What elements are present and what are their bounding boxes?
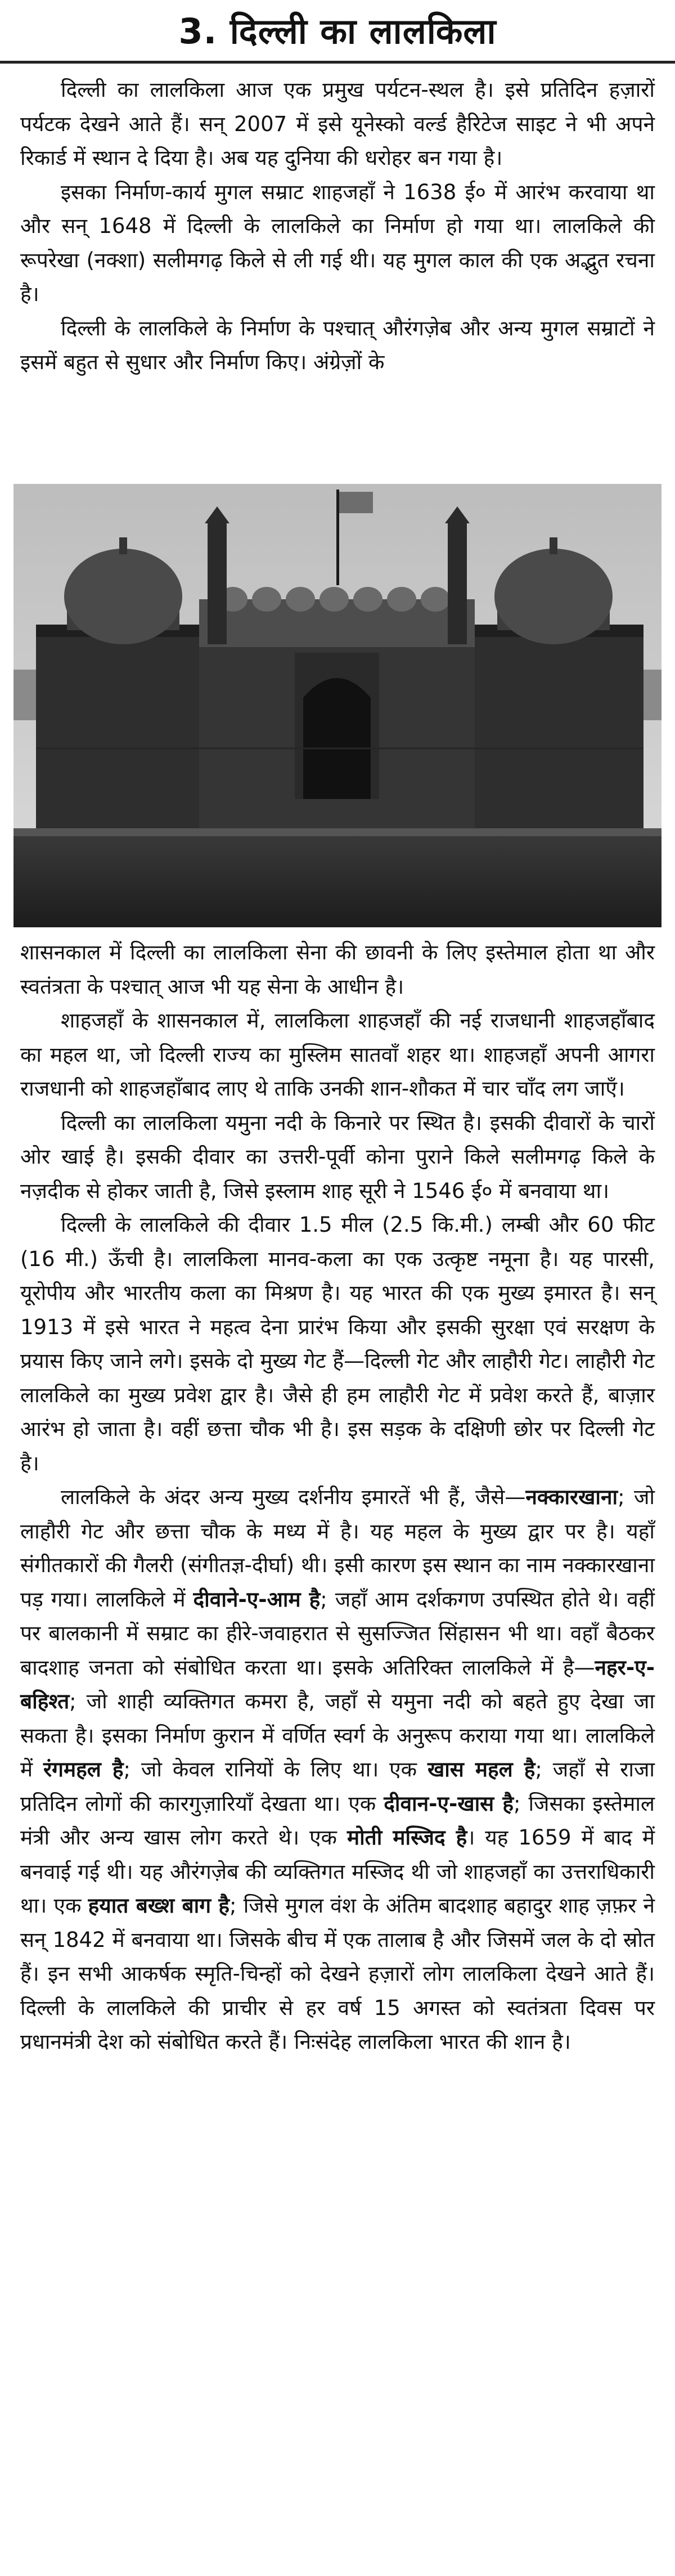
title-bar [0, 0, 675, 64]
text-run: ; जिसे मुगल वंश के अंतिम बादशाह बहादुर शाह ज़फ़र ने सन् 1842 में बनवाया था। जिसके बीच में एक तालाब है और जिसमें जल के दो स्रोत हैं। इन सभी आकर्षक स्मृति-चिन्हों को देखने हज़ारों लोग लालकिला देखने आते हैं। दिल्ली के लालकिले की प्राचीर से हर वर्ष 15 अगस्त को स्वतंत्रता दिवस पर प्रधानमंत्री देश को संबोधित करते हैं। निःसंदेह लालकिला भारत की शान है। [20, 1893, 655, 2054]
paragraph: दिल्ली का लालकिला आज एक प्रमुख पर्यटन-स्थल है। इसे प्रतिदिन हज़ारों पर्यटक देखने आते हैं। सन् 2007 में इसे यूनेस्को वर्ल्ड हैरिटेज साइट ने भी अपने रिकार्ड में स्थान दे दिया है। अब यह दुनिया की धरोहर बन गया है। [20, 78, 655, 170]
paragraph: शाहजहाँ के शासनकाल में, लालकिला शाहजहाँ की नई राजधानी शाहजहाँबाद का महल था, जो दिल्ली राज्य का मुस्लिम सातवाँ शहर था। शाहजहाँ अपनी आगरा राजधानी को शाहजहाँबाद लाए थे ताकि उनकी शान-शौकत में चार चाँद लग जाएँ। [20, 1008, 655, 1101]
paragraph: शासनकाल में दिल्ली का लालकिला सेना की छावनी के लिए इस्तेमाल होता था और स्वतंत्रता के पश्चात् आज भी यह सेना के आधीन है। [20, 940, 655, 999]
highlight-naqqarkhana: नक्कारखाना [525, 1485, 618, 1509]
highlight-moti-masjid: मोती मस्जिद है [346, 1825, 467, 1850]
text-run: ; जो लाहौरी गेट और छत्ता चौक के मध्य में है। यह महल के मुख्य द्वार पर है। यहाँ संगीतकारों की गैलरी (संगीतज्ञ-दीर्घा) थी। इसी कारण इस स्थान का नाम नक्कारखाना पड़ गया। लालकिले में [20, 1485, 655, 1612]
red-fort-photo [14, 484, 662, 927]
highlight-nahar-e-behisht: नहर-ए-बहिश्त [20, 1655, 655, 1713]
text-run: लालकिले के अंदर अन्य मुख्य दर्शनीय इमारतें भी हैं, जैसे— [61, 1485, 526, 1509]
text-block-history [20, 936, 655, 2059]
paragraph: दिल्ली के लालकिले की दीवार 1.5 मील (2.5 कि.मी.) लम्बी और 60 फीट (16 मी.) ऊँची है। लालकिला मानव-कला का एक उत्कृष्ट नमूना है। यह पारसी, यूरोपीय और भारतीय कला का मिश्रण है। यह भारत की एक मुख्य इमारत है। सन् 1913 में इसे भारत ने महत्व देना प्रारंभ किया और इसकी सुरक्षा एवं सरक्षण के प्रयास किए जाने लगे। इसके दो मुख्य गेट हैं—दिल्ली गेट और लाहौरी गेट। लाहौरी गेट लालकिले का मुख्य प्रवेश द्वार है। जैसे ही हम लाहौरी गेट में प्रवेश करते हैं, बाज़ार आरंभ हो जाता है। वहीं छत्ता चौक भी है। इस सड़क के दक्षिणी छोर पर दिल्ली गेट है। [20, 1213, 655, 1475]
paragraph: दिल्ली का लालकिला यमुना नदी के किनारे पर स्थित है। इसकी दीवारों के चारों ओर खाई है। इसकी दीवार का उत्तरी-पूर्वी कोना पुराने किले सलीमगढ़ किले के नज़दीक से होकर जाती है, जिसे इस्लाम शाह सूरी ने 1546 ई० में बनवाया था। [20, 1110, 655, 1203]
text-run: ; जिसका इस्तेमाल मंत्री और अन्य खास लोग करते थे। एक [20, 1791, 655, 1850]
text-run: ; जहाँ से राजा प्रतिदिन लोगों की कारगुज़ारियाँ देखता था। एक [20, 1757, 655, 1816]
paragraph: इसका निर्माण-कार्य मुगल सम्राट शाहजहाँ ने 1638 ई० में आरंभ करवाया था और सन् 1648 में दिल्ली के लालकिले का निर्माण हो गया था। लालकिले की रूपरेखा (नक्शा) सलीमगढ़ किले से ली गई थी। यह मुगल काल की एक अद्भुत रचना है। [20, 179, 655, 306]
highlight-diwan-e-aam: दीवाने-ए-आम है [193, 1587, 321, 1612]
text-run: ; जो शाही व्यक्तिगत कमरा है, जहाँ से यमुना नदी को बहते हुए देखा जा सकता है। इसका निर्माण कुरान में वर्णित स्वर्ग के अनुरूप कराया गया था। लालकिले में [20, 1689, 655, 1781]
red-fort-illustration [14, 484, 662, 927]
highlight-rangmahal: रंगमहल है [43, 1757, 124, 1781]
text-run: । यह 1659 में बाद में बनवाई गई थी। यह औरंगज़ेब की व्यक्तिगत मस्जिद थी जो शाहजहाँ का उत्तराधिकारी था। एक [20, 1825, 655, 1918]
highlight-hayat-bakhsh-bagh: हयात बख्श बाग है [88, 1893, 230, 1918]
text-block-intro [20, 73, 655, 380]
paragraph: दिल्ली के लालकिले के निर्माण के पश्चात् औरंगज़ेब और अन्य मुगल सम्राटों ने इसमें बहुत से सुधार और निर्माण किए। अंग्रेज़ों के [20, 316, 655, 374]
text-run: ; जो केवल रानियों के लिए था। एक [123, 1757, 428, 1781]
text-run: ; जहाँ आम दर्शकगण उपस्थित होते थे। वहीं पर बालकानी में सम्राट का हीरे-जवाहरात से सुसज्जित सिंहासन भी था। वहाँ बैठकर बादशाह जनता को संबोधित करता था। इसके अतिरिक्त लालकिले में है— [20, 1587, 655, 1680]
paragraph-monuments [20, 1480, 655, 2059]
highlight-diwan-e-khas: दीवान-ए-खास है [384, 1791, 514, 1816]
highlight-khas-mahal: खास महल है [427, 1757, 536, 1781]
page-title: 3. दिल्ली का लालकिला [178, 11, 497, 52]
